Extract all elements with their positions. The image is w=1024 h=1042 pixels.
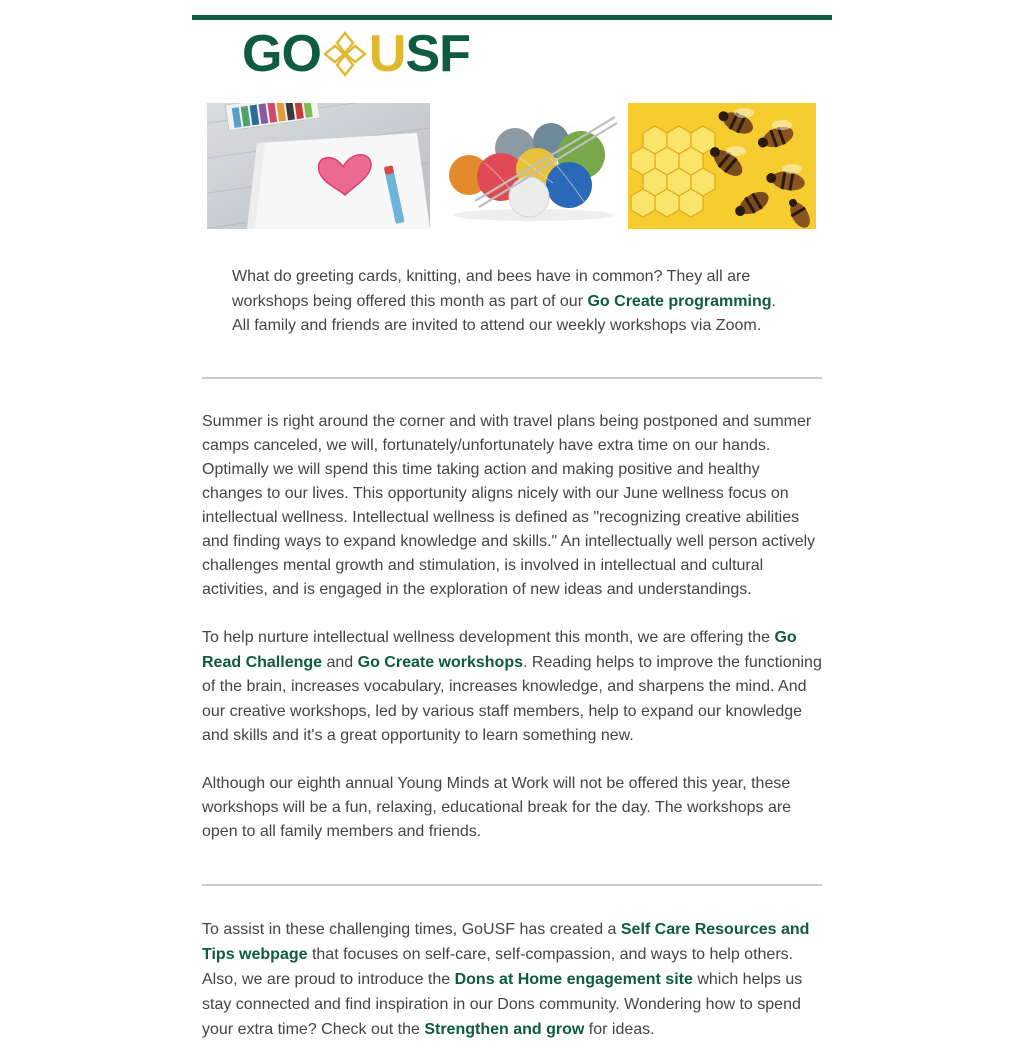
resources-text-2: that focuses on self-care, self-compassion, and ways to help others. Also, we are proud to introduce the <box>202 946 794 988</box>
resources-text-3: which helps us stay connected and find inspiration in our Dons community. Wondering how to spend your extra time? Check out the <box>202 971 803 1038</box>
email-container <box>192 15 832 1038</box>
knitting-yarn-image <box>445 103 621 229</box>
logo-text-u: U <box>368 25 406 83</box>
programs-paragraph <box>202 626 824 749</box>
strengthen-and-grow-link[interactable]: Strengthen and grow <box>424 1021 585 1038</box>
greeting-card-heart-image <box>207 103 430 229</box>
intro-text-2: . All family and friends are invited to attend our weekly workshops via Zoom. <box>232 292 776 334</box>
programs-text-2: and <box>322 653 358 671</box>
logo-text-sf: SF <box>405 25 470 83</box>
go-create-programming-link[interactable]: Go Create programming <box>587 292 772 310</box>
resources-text-1: To assist in these challenging times, GoUSF has created a <box>202 921 621 938</box>
resources-text-4: for ideas. <box>584 1021 655 1038</box>
intellectual-wellness-paragraph: Summer is right around the corner and with travel plans being postponed and summer camps canceled, we will, fortunately/unfortunately have extra time on our hands. Optimally we will spend this time taking action and making positive and healthy changes to our lives. This opportunity aligns nicely with our June wellness focus on intellectual wellness. Intellectual wellness is defined as "recognizing creative abilities and finding ways to expand knowledge and skills." An intellectually well person actively challenges mental growth and stimulation, is involved in intellectual and cultural activities, and is engaged in the exploration of new ideas and understandings. <box>202 413 816 598</box>
programs-text-3: . Reading helps to improve the functioning of the brain, increases vocabulary, increases knowledge, and sharpens the mind. And our creative workshops, led by various staff members, help to expand our knowledge and skills and it's a great opportunity to learn something new. <box>202 653 822 744</box>
go-read-challenge-link[interactable]: Go Read Challenge <box>202 629 797 671</box>
workshop-images-row <box>207 103 817 229</box>
self-care-resources-link[interactable]: Self Care Resources and Tips webpage <box>202 921 810 963</box>
go-create-workshops-link[interactable]: Go Create workshops <box>357 653 523 671</box>
header-bar <box>192 15 832 20</box>
intro-paragraph <box>232 265 792 339</box>
gousf-logo[interactable] <box>242 25 470 83</box>
dons-at-home-link[interactable]: Dons at Home engagement site <box>454 971 693 988</box>
divider <box>202 377 822 379</box>
logo-emblem-icon <box>323 31 367 77</box>
logo-text-go: GO <box>242 25 321 83</box>
intro-text-1: What do greeting cards, knitting, and bees have in common? They all are workshops being offered this month as part of our <box>232 268 751 310</box>
divider <box>202 884 822 886</box>
programs-text-1: To help nurture intellectual wellness development this month, we are offering the <box>202 629 775 646</box>
resources-paragraph <box>202 917 824 1042</box>
young-minds-paragraph: Although our eighth annual Young Minds at Work will not be offered this year, these workshops will be a fun, relaxing, educational break for the day. The workshops are open to all family members and friends. <box>202 775 792 840</box>
honeybees-image <box>628 103 816 229</box>
